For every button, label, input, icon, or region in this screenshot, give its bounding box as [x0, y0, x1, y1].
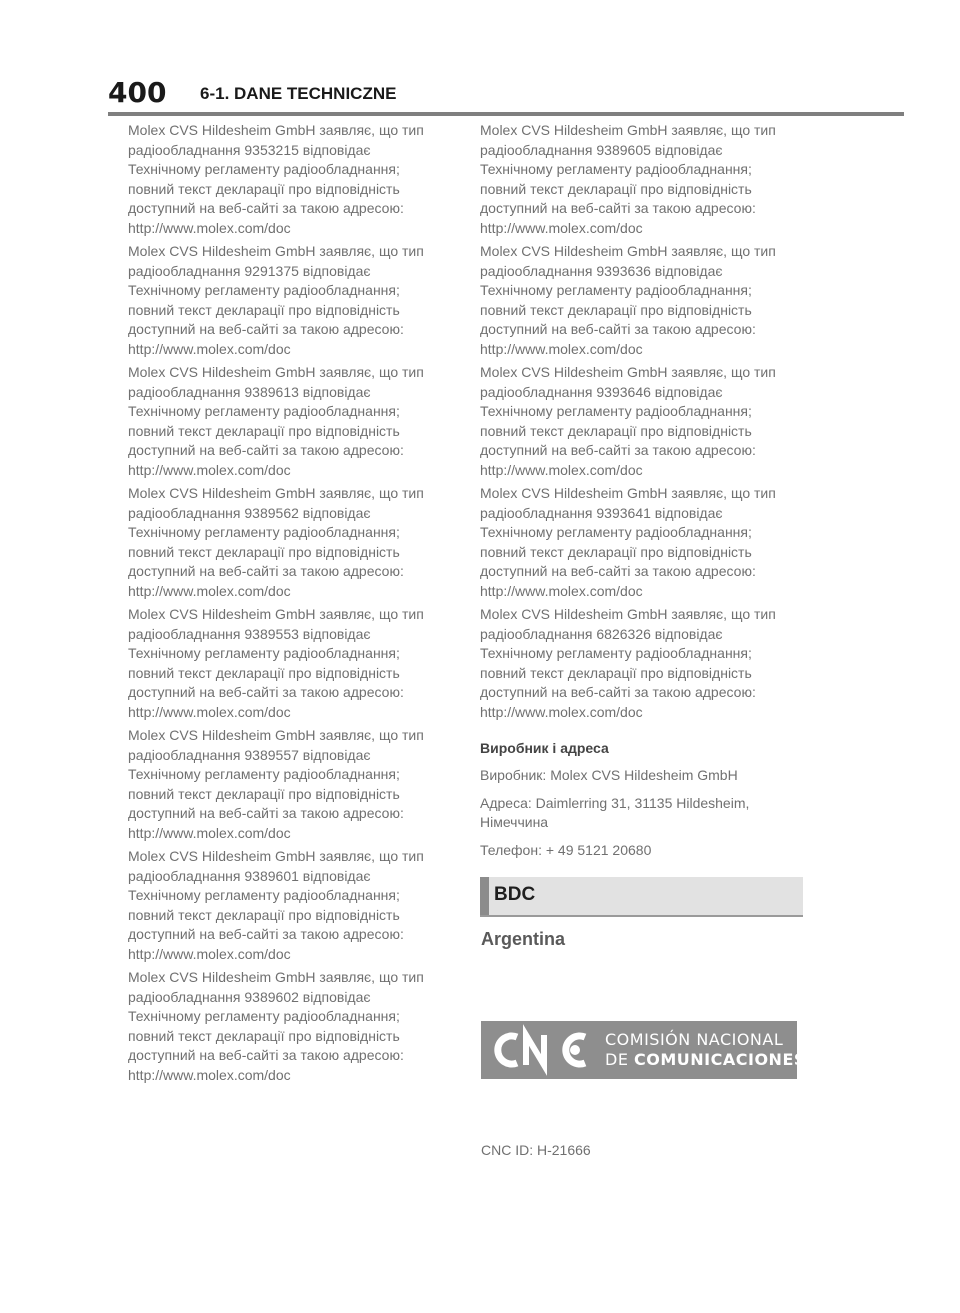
declaration-line4: повний текст декларації про відповідність	[128, 664, 400, 681]
page-number: 400	[108, 76, 167, 109]
declaration-line4: повний текст декларації про відповідність	[480, 180, 752, 197]
declaration-url: http://www.molex.com/doc	[480, 461, 643, 478]
declaration-paragraph	[128, 605, 468, 722]
manufacturer-phone: Телефон: + 49 5121 20680	[480, 841, 652, 858]
declaration-line2	[128, 867, 468, 887]
model-number: 9389601	[244, 867, 299, 884]
declaration-line2-prefix: радіообладнання	[480, 383, 593, 400]
model-number: 9389557	[244, 746, 299, 763]
declaration-line2-prefix: радіообладнання	[480, 504, 593, 521]
declaration-paragraph	[128, 726, 468, 843]
declaration-paragraph	[128, 484, 468, 601]
declarations-left-column	[128, 121, 468, 1089]
declaration-line4: повний текст декларації про відповідність	[480, 543, 752, 560]
declaration-line4: повний текст декларації про відповідність	[480, 301, 752, 318]
model-number: 9389602	[244, 988, 299, 1005]
declaration-paragraph	[128, 242, 468, 359]
declaration-line5: доступний на веб-сайті за такою адресою:	[480, 442, 756, 458]
declaration-line2	[128, 504, 468, 524]
declaration-line3: Технічному регламенту радіообладнання;	[128, 524, 400, 540]
declaration-line5: доступний на веб-сайті за такою адресою:	[128, 684, 404, 700]
declaration-line3: Технічному регламенту радіообладнання;	[128, 282, 400, 298]
manufacturer-name: Виробник: Molex CVS Hildesheim GmbH	[480, 767, 738, 783]
declaration-paragraph	[128, 968, 468, 1085]
declaration-line2	[128, 625, 468, 645]
declaration-line1: Molex CVS Hildesheim GmbH заявляє, що тип	[128, 606, 424, 622]
declaration-line3: Технічному регламенту радіообладнання;	[480, 403, 752, 419]
declaration-line2-suffix: відповідає	[302, 504, 371, 521]
declaration-line2	[480, 625, 820, 645]
declaration-line2	[128, 383, 468, 403]
declaration-line4: повний текст декларації про відповідність	[128, 180, 400, 197]
declaration-line5: доступний на веб-сайті за такою адресою:	[480, 563, 756, 579]
declaration-url: http://www.molex.com/doc	[128, 461, 291, 478]
header-rule	[108, 112, 904, 116]
declaration-line1: Molex CVS Hildesheim GmbH заявляє, що тип	[128, 122, 424, 138]
declaration-line3: Технічному регламенту радіообладнання;	[480, 282, 752, 298]
manufacturer-heading: Виробник і адреса	[480, 740, 609, 756]
declaration-paragraph	[128, 121, 468, 238]
declaration-line3: Технічному регламенту радіообладнання;	[128, 161, 400, 177]
declaration-line3: Технічному регламенту радіообладнання;	[480, 524, 752, 540]
declaration-url: http://www.molex.com/doc	[480, 703, 643, 720]
declaration-url: http://www.molex.com/doc	[128, 1066, 291, 1083]
declaration-line4: повний текст декларації про відповідність	[128, 1027, 400, 1044]
declaration-paragraph	[480, 242, 820, 359]
declaration-url: http://www.molex.com/doc	[480, 219, 643, 236]
cnc-id: CNC ID: H-21666	[481, 1142, 591, 1158]
model-number: 9389562	[244, 504, 299, 521]
section-title: 6-1. DANE TECHNICZNE	[200, 84, 397, 103]
declaration-url: http://www.molex.com/doc	[128, 824, 291, 841]
cnc-logo-line1: COMISIÓN NACIONAL	[605, 1030, 784, 1049]
declaration-line5: доступний на веб-сайті за такою адресою:	[128, 321, 404, 337]
declaration-line5: доступний на веб-сайті за такою адресою:	[128, 563, 404, 579]
declaration-line2-prefix: радіообладнання	[480, 625, 593, 642]
model-number: 9389605	[596, 141, 651, 158]
declaration-line3: Технічному регламенту радіообладнання;	[480, 161, 752, 177]
declaration-line2-prefix: радіообладнання	[128, 262, 241, 279]
declaration-line2-suffix: відповідає	[302, 262, 371, 279]
declaration-line2-prefix: радіообладнання	[128, 988, 241, 1005]
declaration-paragraph	[480, 605, 820, 722]
declarations-right-column	[480, 121, 820, 726]
declaration-line2	[128, 746, 468, 766]
manufacturer-address-line2: Німеччина	[480, 814, 549, 830]
declaration-line2	[480, 383, 820, 403]
declaration-line2-suffix: відповідає	[654, 625, 723, 642]
declaration-line1: Molex CVS Hildesheim GmbH заявляє, що тип	[480, 243, 776, 259]
declaration-line5: доступний на веб-сайті за такою адресою:	[480, 684, 756, 700]
model-number: 9393641	[596, 504, 651, 521]
model-number: 6826326	[596, 625, 651, 642]
declaration-line2	[128, 988, 468, 1008]
declaration-line2	[128, 141, 468, 161]
declaration-line1: Molex CVS Hildesheim GmbH заявляє, що тип	[128, 364, 424, 380]
declaration-line4: повний текст декларації про відповідність	[128, 906, 400, 923]
bdc-section-label: BDC	[494, 884, 536, 905]
model-number: 9389613	[244, 383, 299, 400]
declaration-line5: доступний на веб-сайті за такою адресою:	[480, 321, 756, 337]
cnc-logo-line2-bold: COMUNICACIONES	[634, 1050, 806, 1069]
declaration-line5: доступний на веб-сайті за такою адресою:	[128, 1047, 404, 1063]
bdc-accent	[480, 877, 489, 915]
manufacturer-block	[480, 738, 810, 860]
declaration-line3: Технічному регламенту радіообладнання;	[128, 1008, 400, 1024]
model-number: 9393636	[596, 262, 651, 279]
declaration-line2-prefix: радіообладнання	[128, 141, 241, 158]
declaration-paragraph	[480, 363, 820, 480]
declaration-line1: Molex CVS Hildesheim GmbH заявляє, що тип	[128, 969, 424, 985]
declaration-line2-suffix: відповідає	[302, 746, 371, 763]
declaration-line4: повний текст декларації про відповідність	[480, 422, 752, 439]
country-heading: Argentina	[481, 929, 566, 949]
declaration-line2	[480, 262, 820, 282]
declaration-line5: доступний на веб-сайті за такою адресою:	[128, 442, 404, 458]
declaration-line2-suffix: відповідає	[654, 262, 723, 279]
declaration-line2-prefix: радіообладнання	[128, 867, 241, 884]
declaration-line2	[128, 262, 468, 282]
cnc-logo-line2	[605, 1050, 806, 1070]
bdc-section-bar	[480, 877, 803, 917]
declaration-line3: Технічному регламенту радіообладнання;	[128, 887, 400, 903]
declaration-line3: Технічному регламенту радіообладнання;	[128, 645, 400, 661]
declaration-line2-suffix: відповідає	[302, 867, 371, 884]
declaration-line5: доступний на веб-сайті за такою адресою:	[128, 200, 404, 216]
declaration-line2-prefix: радіообладнання	[128, 504, 241, 521]
declaration-line2-prefix: радіообладнання	[128, 625, 241, 642]
manufacturer-address-line1: Адреса: Daimlerring 31, 31135 Hildesheim,	[480, 794, 750, 811]
declaration-line2-prefix: радіообладнання	[480, 262, 593, 279]
declaration-line4: повний текст декларації про відповідність	[128, 422, 400, 439]
declaration-url: http://www.molex.com/doc	[480, 582, 643, 599]
declaration-line2-prefix: радіообладнання	[480, 141, 593, 158]
model-number: 9393646	[596, 383, 651, 400]
declaration-line3: Технічному регламенту радіообладнання;	[480, 645, 752, 661]
model-number: 9353215	[244, 141, 299, 158]
model-number: 9389553	[244, 625, 299, 642]
declaration-line4: повний текст декларації про відповідність	[128, 543, 400, 560]
declaration-line4: повний текст декларації про відповідність	[480, 664, 752, 681]
declaration-line2-suffix: відповідає	[302, 141, 371, 158]
declaration-url: http://www.molex.com/doc	[128, 703, 291, 720]
cnc-logo	[481, 1021, 806, 1079]
declaration-line1: Molex CVS Hildesheim GmbH заявляє, що тип	[480, 606, 776, 622]
declaration-line1: Molex CVS Hildesheim GmbH заявляє, що тип	[128, 485, 424, 501]
declaration-line1: Molex CVS Hildesheim GmbH заявляє, що тип	[128, 848, 424, 864]
declaration-url: http://www.molex.com/doc	[480, 340, 643, 357]
declaration-line1: Molex CVS Hildesheim GmbH заявляє, що тип	[480, 122, 776, 138]
declaration-line2-suffix: відповідає	[654, 141, 723, 158]
declaration-line3: Технічному регламенту радіообладнання;	[128, 766, 400, 782]
declaration-line1: Molex CVS Hildesheim GmbH заявляє, що тип	[128, 243, 424, 259]
declaration-line2	[480, 141, 820, 161]
declaration-line2-suffix: відповідає	[302, 383, 371, 400]
declaration-paragraph	[480, 121, 820, 238]
declaration-line2-suffix: відповідає	[302, 625, 371, 642]
declaration-line2-suffix: відповідає	[654, 504, 723, 521]
model-number: 9291375	[244, 262, 299, 279]
declaration-line2-prefix: радіообладнання	[128, 746, 241, 763]
declaration-line3: Технічному регламенту радіообладнання;	[128, 403, 400, 419]
declaration-line4: повний текст декларації про відповідність	[128, 785, 400, 802]
declaration-url: http://www.molex.com/doc	[128, 340, 291, 357]
declaration-line2-suffix: відповідає	[654, 383, 723, 400]
declaration-url: http://www.molex.com/doc	[128, 582, 291, 599]
declaration-paragraph	[480, 484, 820, 601]
declaration-line5: доступний на веб-сайті за такою адресою:	[480, 200, 756, 216]
declaration-line1: Molex CVS Hildesheim GmbH заявляє, що тип	[128, 727, 424, 743]
declaration-line5: доступний на веб-сайті за такою адресою:	[128, 926, 404, 942]
declaration-line1: Molex CVS Hildesheim GmbH заявляє, що тип	[480, 485, 776, 501]
declaration-line4: повний текст декларації про відповідність	[128, 301, 400, 318]
declaration-line1: Molex CVS Hildesheim GmbH заявляє, що тип	[480, 364, 776, 380]
declaration-line2-prefix: радіообладнання	[128, 383, 241, 400]
declaration-url: http://www.molex.com/doc	[128, 945, 291, 962]
declaration-line5: доступний на веб-сайті за такою адресою:	[128, 805, 404, 821]
cnc-logo-text	[605, 1030, 806, 1070]
declaration-line2	[480, 504, 820, 524]
declaration-line2-suffix: відповідає	[302, 988, 371, 1005]
cnc-logo-line2-prefix: DE	[605, 1050, 629, 1069]
declaration-paragraph	[128, 847, 468, 964]
declaration-paragraph	[128, 363, 468, 480]
declaration-url: http://www.molex.com/doc	[128, 219, 291, 236]
